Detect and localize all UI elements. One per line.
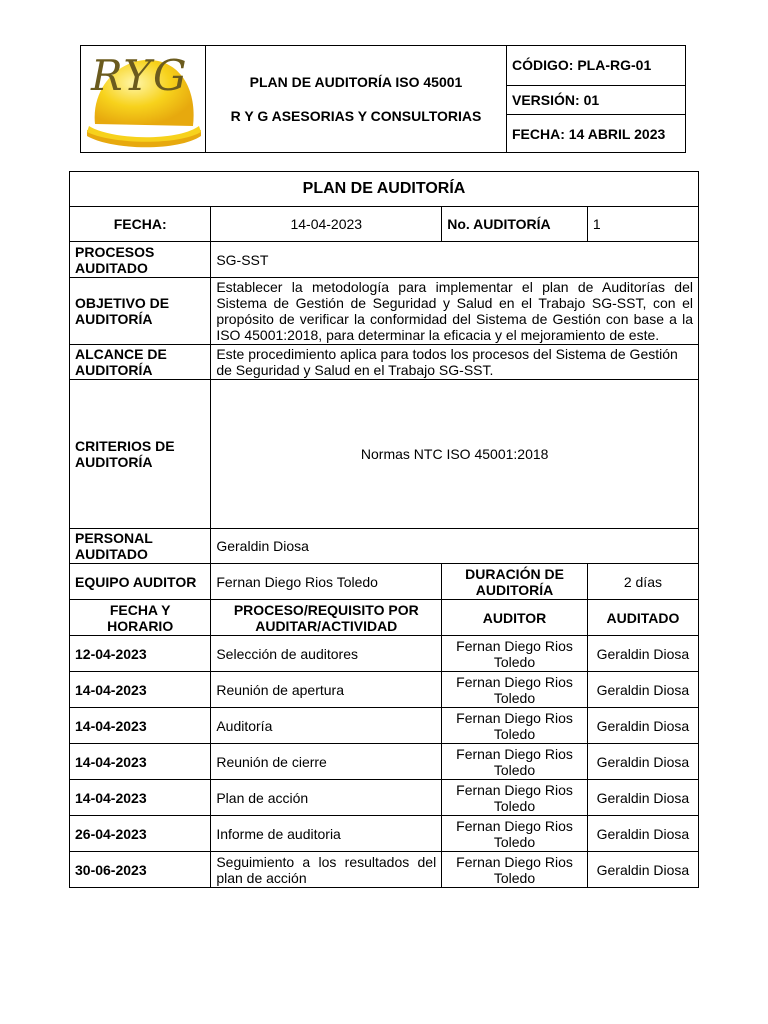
no-auditoria-label: No. AUDITORÍA (442, 207, 588, 242)
title-cell (206, 46, 507, 153)
row-auditor: Fernan Diego Rios Toledo (442, 780, 588, 816)
codigo-cell: CÓDIGO: PLA-RG-01 (507, 46, 686, 86)
row-fecha: 14-04-2023 (70, 708, 211, 744)
table-row (70, 816, 699, 852)
row-actividad: Reunión de cierre (211, 744, 442, 780)
alcance-label: ALCANCE DE AUDITORÍA (70, 345, 211, 380)
row-auditado: Geraldin Diosa (587, 780, 698, 816)
row-auditor: Fernan Diego Rios Toledo (442, 708, 588, 744)
criterios-value: Normas NTC ISO 45001:2018 (211, 380, 699, 529)
row-auditor: Fernan Diego Rios Toledo (442, 672, 588, 708)
table-row (70, 780, 699, 816)
row-auditado: Geraldin Diosa (587, 672, 698, 708)
row-actividad: Selección de auditores (211, 636, 442, 672)
table-row (70, 852, 699, 888)
equipo-value: Fernan Diego Rios Toledo (211, 564, 442, 600)
header-actividad: PROCESO/REQUISITO POR AUDITAR/ACTIVIDAD (211, 600, 442, 636)
plan-title: PLAN DE AUDITORÍA (70, 172, 699, 207)
equipo-label: EQUIPO AUDITOR (70, 564, 211, 600)
personal-value: Geraldin Diosa (211, 529, 699, 564)
procesos-value: SG-SST (211, 242, 699, 278)
row-fecha: 30-06-2023 (70, 852, 211, 888)
company-name: R Y G ASESORIAS Y CONSULTORIAS (230, 108, 482, 124)
row-fecha: 26-04-2023 (70, 816, 211, 852)
logo-cell (81, 46, 206, 153)
row-auditor: Fernan Diego Rios Toledo (442, 852, 588, 888)
row-auditado: Geraldin Diosa (587, 744, 698, 780)
header-auditor: AUDITOR (442, 600, 588, 636)
row-fecha: 14-04-2023 (70, 744, 211, 780)
table-row (70, 636, 699, 672)
audit-plan-table (69, 171, 699, 888)
document-title: PLAN DE AUDITORÍA ISO 45001 (249, 74, 463, 90)
alcance-value: Este procedimiento aplica para todos los procesos del Sistema de Gestión de Seguridad y Salud en el Trabajo SG-SST. (211, 345, 699, 380)
version-cell: VERSIÓN: 01 (507, 85, 686, 115)
criterios-label: CRITERIOS DE AUDITORÍA (70, 380, 211, 529)
row-auditado: Geraldin Diosa (587, 708, 698, 744)
row-fecha: 12-04-2023 (70, 636, 211, 672)
row-auditor: Fernan Diego Rios Toledo (442, 636, 588, 672)
row-actividad: Plan de acción (211, 780, 442, 816)
fecha-cell: FECHA: 14 ABRIL 2023 (507, 115, 686, 153)
fecha-label: FECHA: (70, 207, 211, 242)
table-row (70, 672, 699, 708)
table-row (70, 708, 699, 744)
no-auditoria-value: 1 (587, 207, 698, 242)
header-fecha: FECHA Y HORARIO (70, 600, 211, 636)
objetivo-value: Establecer la metodología para implementar el plan de Auditorías del Sistema de Gestión de Seguridad y Salud en el Trabajo SG-SST, con el propósito de verificar la conformidad del Sistema de Gestión con base a la ISO 45001:2018, para determinar la eficacia y el mejoramiento de este. (211, 278, 699, 345)
table-row (70, 744, 699, 780)
row-auditado: Geraldin Diosa (587, 852, 698, 888)
duracion-label: DURACIÓN DE AUDITORÍA (442, 564, 588, 600)
row-auditado: Geraldin Diosa (587, 636, 698, 672)
row-actividad: Auditoría (211, 708, 442, 744)
row-auditado: Geraldin Diosa (587, 816, 698, 852)
row-actividad: Reunión de apertura (211, 672, 442, 708)
ryg-logo (81, 46, 205, 152)
duracion-value: 2 días (587, 564, 698, 600)
document-header (80, 45, 686, 153)
row-fecha: 14-04-2023 (70, 780, 211, 816)
row-fecha: 14-04-2023 (70, 672, 211, 708)
objetivo-label: OBJETIVO DE AUDITORÍA (70, 278, 211, 345)
row-actividad: Informe de auditoria (211, 816, 442, 852)
personal-label: PERSONAL AUDITADO (70, 529, 211, 564)
row-auditor: Fernan Diego Rios Toledo (442, 816, 588, 852)
header-auditado: AUDITADO (587, 600, 698, 636)
row-actividad: Seguimiento a los resultados del plan de acción (211, 852, 442, 888)
procesos-label: PROCESOS AUDITADO (70, 242, 211, 278)
row-auditor: Fernan Diego Rios Toledo (442, 744, 588, 780)
fecha-value: 14-04-2023 (211, 207, 442, 242)
logo-text: RYG (91, 51, 189, 100)
